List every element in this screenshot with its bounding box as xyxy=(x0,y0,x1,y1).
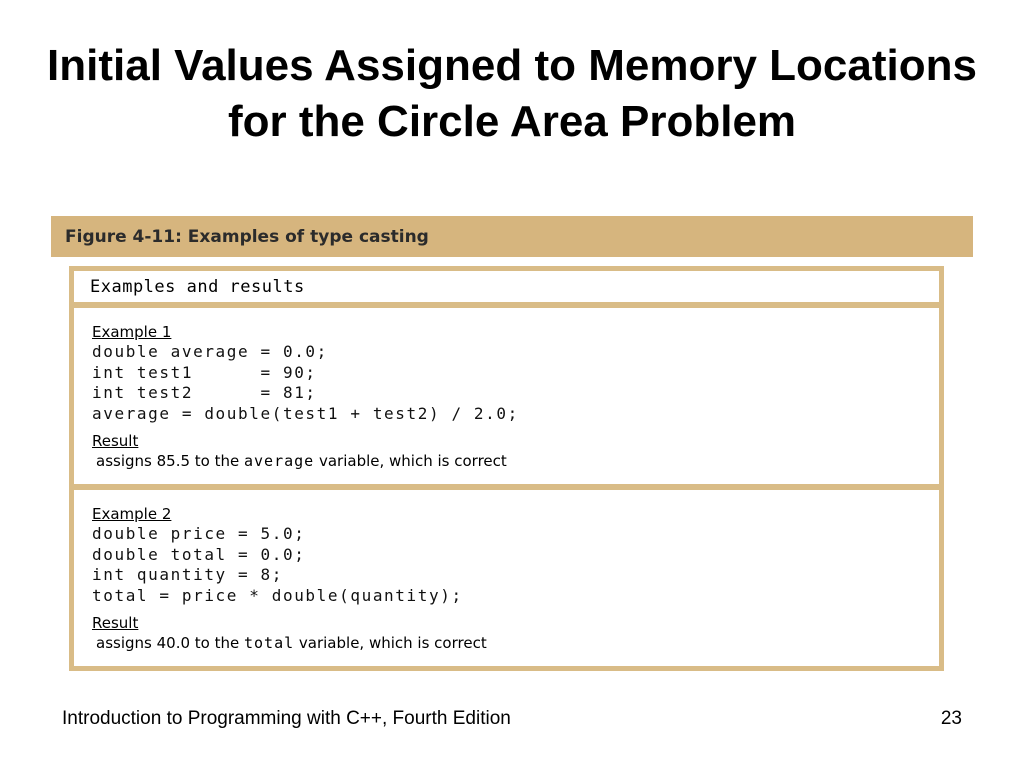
example-1-result xyxy=(92,451,921,471)
example-1-label: Example 1 xyxy=(92,323,172,341)
example-1-result-label: Result xyxy=(92,432,139,450)
example-2-result xyxy=(92,633,921,653)
example-2-code-line-2: double total = 0.0; xyxy=(92,544,306,564)
example-2-code-line-4: total = price * double(quantity); xyxy=(92,585,463,605)
example-2-code-line-1: double price = 5.0; xyxy=(92,524,306,543)
figure-caption: Figure 4-11: Examples of type casting xyxy=(65,226,429,247)
slide-title: Initial Values Assigned to Memory Locations for the Circle Area Problem xyxy=(47,41,977,146)
example-2-result-variable: total xyxy=(243,634,295,652)
example-1-panel xyxy=(74,308,939,484)
footer-text: Introduction to Programming with C++, Fourth Edition xyxy=(62,708,511,729)
example-1-code-line-2: int test1 = 90; xyxy=(92,362,317,382)
example-2-label: Example 2 xyxy=(92,505,172,523)
example-1-result-prefix: assigns 85.5 to the xyxy=(96,452,244,470)
figure-frame xyxy=(69,266,944,671)
example-1-code-line-4: average = double(test1 + test2) / 2.0; xyxy=(92,403,519,423)
example-1-code-line-3: int test2 = 81; xyxy=(92,383,317,402)
example-2-code-line-3: int quantity = 8; xyxy=(92,565,283,584)
figure-caption-bar xyxy=(51,216,973,257)
page-number: 23 xyxy=(940,708,962,729)
figure-header: Examples and results xyxy=(90,276,305,297)
figure-header-panel xyxy=(74,271,939,302)
example-2-result-label: Result xyxy=(92,614,139,632)
example-1-result-suffix: variable, which is correct xyxy=(314,452,507,470)
example-2-result-suffix: variable, which is correct xyxy=(294,634,487,652)
example-2-panel xyxy=(74,490,939,666)
example-1-code-line-1: double average = 0.0; xyxy=(92,342,328,361)
example-1-result-variable: average xyxy=(243,452,315,470)
example-2-result-prefix: assigns 40.0 to the xyxy=(96,634,244,652)
